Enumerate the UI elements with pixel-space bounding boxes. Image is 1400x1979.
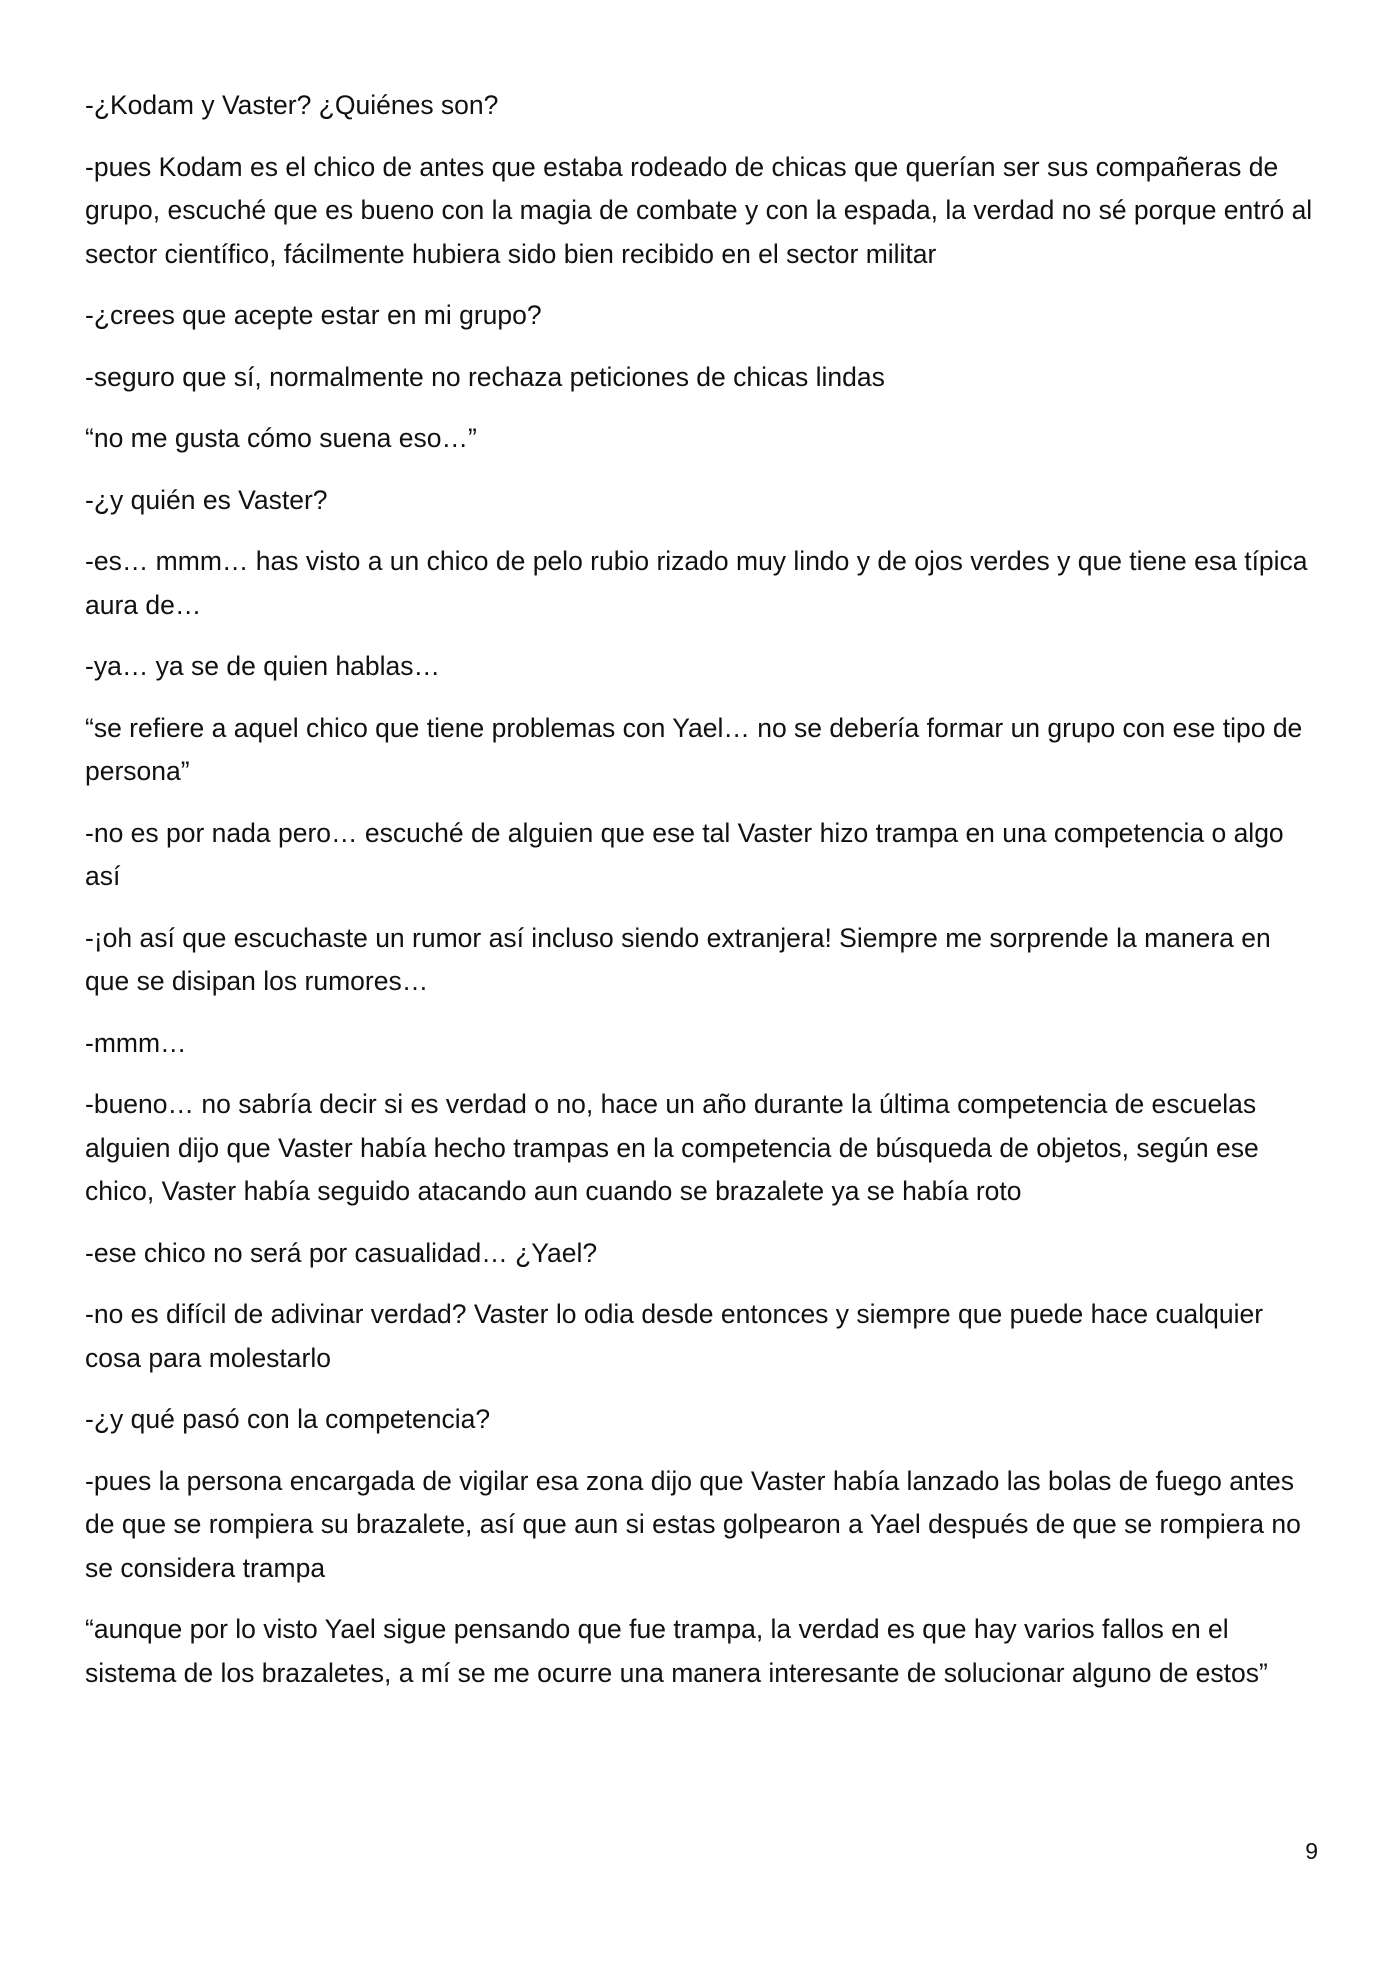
paragraph: -¿Kodam y Vaster? ¿Quiénes son? [85, 90, 499, 120]
paragraph: -no es por nada pero… escuché de alguien que ese tal Vaster hizo trampa en una competencia o algo así [85, 817, 1284, 891]
paragraph: -seguro que sí, normalmente no rechaza peticiones de chicas lindas [85, 361, 885, 392]
paragraph: -ya… ya se de quien hablas… [85, 651, 441, 681]
paragraph: “se refiere a aquel chico que tiene problemas con Yael… no se debería formar un grupo con ese tipo de persona” [85, 712, 1303, 786]
paragraph: -pues Kodam es el chico de antes que estaba rodeado de chicas que querían ser sus compañeras de grupo, escuché que es bueno con la magia de combate y con la espada, la verdad no sé porque entró al sector científico, fácilmente hubiera sido bien recibido en el sector militar [85, 151, 1313, 269]
paragraph: -no es difícil de adivinar verdad? Vaster lo odia desde entonces y siempre que puede hace cualquier cosa para molestarlo [85, 1299, 1264, 1373]
paragraph: -¡oh así que escuchaste un rumor así incluso siendo extranjera! Siempre me sorprende la manera en que se disipan los rumores… [85, 922, 1271, 996]
body-text [85, 84, 1320, 1713]
paragraph: -bueno… no sabría decir si es verdad o no, hace un año durante la última competencia de escuelas alguien dijo que Vaster había hecho trampas en la competencia de búsqueda de objetos, según ese chico, Vaster había seguido atacando aun cuando se brazalete ya se había roto [85, 1089, 1259, 1206]
paragraph: -¿crees que acepte estar en mi grupo? [85, 300, 542, 330]
paragraph: “aunque por lo visto Yael sigue pensando que fue trampa, la verdad es que hay varios fallos en el sistema de los brazaletes, a mí se me ocurre una manera interesante de solucionar alguno de estos” [85, 1614, 1268, 1688]
paragraph: -pues la persona encargada de vigilar esa zona dijo que Vaster había lanzado las bolas de fuego antes de que se rompiera su brazalete, así que aun si estas golpearon a Yael después de que se rompiera no se considera trampa [85, 1465, 1301, 1583]
paragraph: -¿y qué pasó con la competencia? [85, 1404, 491, 1434]
page-number: 9 [1305, 1838, 1318, 1864]
paragraph: -es… mmm… has visto a un chico de pelo rubio rizado muy lindo y de ojos verdes y que tiene esa típica aura de… [85, 546, 1308, 620]
paragraph: “no me gusta cómo suena eso…” [85, 423, 477, 453]
paragraph: -mmm… [85, 1027, 187, 1058]
paragraph: -¿y quién es Vaster? [85, 484, 328, 515]
paragraph: -ese chico no será por casualidad… ¿Yael? [85, 1237, 598, 1268]
